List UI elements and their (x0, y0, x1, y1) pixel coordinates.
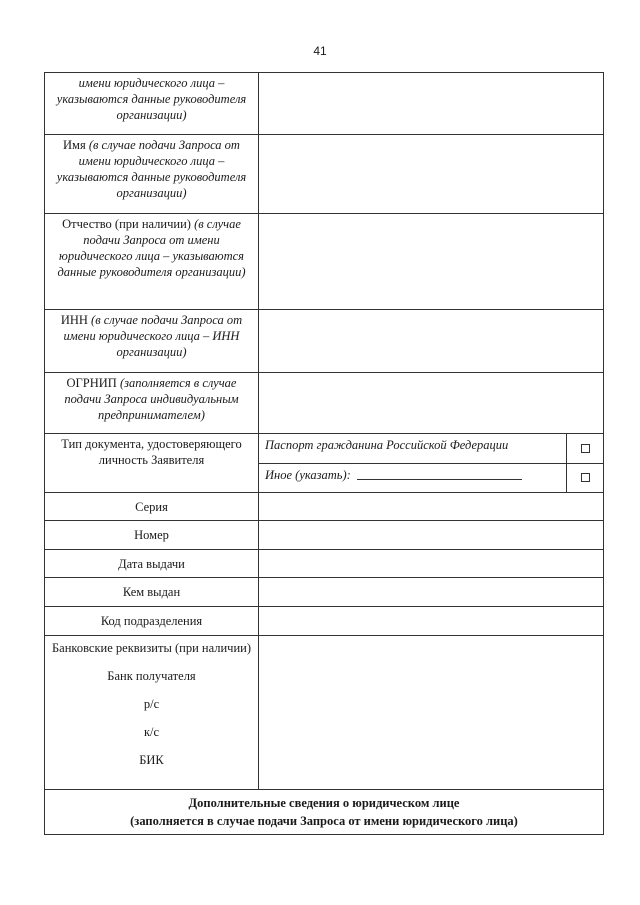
option-other-check-cell[interactable] (567, 464, 603, 493)
issue-date-value-field[interactable] (259, 550, 603, 577)
inn-label (45, 310, 259, 372)
row-series (44, 493, 604, 521)
row-surname-continued (44, 72, 604, 135)
option-passport-label: Паспорт гражданина Российской Федерации (259, 434, 567, 463)
option-passport-check-cell[interactable] (567, 434, 603, 463)
page-number: 41 (313, 44, 327, 58)
name-value-field[interactable] (259, 135, 603, 213)
surname-note-label: имени юридического лица – указываются данные руководителя организации) (45, 73, 259, 134)
division-code-label: Код подразделения (45, 607, 259, 635)
option-other-label: Иное (указать): (265, 467, 351, 482)
other-document-input-line[interactable] (357, 479, 522, 480)
patronymic-label-note: (в случае подачи Запроса от имени юридического лица – указываются данные руководителя организации) (57, 217, 246, 279)
series-value-field[interactable] (259, 493, 603, 520)
name-label (45, 135, 259, 213)
recipient-bank-label: Банк получателя (107, 669, 196, 683)
rs-label: р/с (143, 697, 160, 711)
ogrnip-value-field[interactable] (259, 373, 603, 433)
inn-value-field[interactable] (259, 310, 603, 372)
series-label: Серия (45, 493, 259, 520)
inn-label-note: (в случае подачи Запроса от имени юридического лица – ИНН организации) (63, 313, 243, 359)
section-header-legal-entity (44, 790, 604, 835)
patronymic-value-field[interactable] (259, 214, 603, 309)
row-name (44, 135, 604, 214)
passport-checkbox[interactable] (581, 444, 590, 453)
ks-label: к/с (143, 725, 160, 739)
ogrnip-label (45, 373, 259, 433)
section-title: Дополнительные сведения о юридическом лице (188, 796, 460, 810)
name-label-note: (в случае подачи Запроса от имени юридического лица – указываются данные руководителя организации) (56, 138, 247, 200)
bank-details-label (45, 636, 259, 789)
row-ogrnip (44, 373, 604, 434)
row-number (44, 521, 604, 550)
bank-details-value-field[interactable] (259, 636, 603, 789)
option-passport-row (259, 434, 603, 463)
ogrnip-label-text: ОГРНИП (66, 376, 117, 390)
number-label: Номер (45, 521, 259, 549)
bank-details-title: Банковские реквизиты (при наличии) (51, 641, 251, 655)
issued-by-label: Кем выдан (45, 578, 259, 606)
document-type-options (259, 434, 603, 492)
issued-by-value-field[interactable] (259, 578, 603, 606)
division-code-value-field[interactable] (259, 607, 603, 635)
patronymic-label (45, 214, 259, 309)
application-form-table (44, 72, 604, 835)
row-document-type (44, 434, 604, 493)
row-division-code (44, 607, 604, 636)
name-label-text: Имя (63, 138, 86, 152)
document-type-label: Тип документа, удостоверяющего личность Заявителя (45, 434, 259, 492)
ogrnip-label-note: (заполняется в случае подачи Запроса индивидуальным предпринимателем) (64, 376, 239, 422)
section-subtitle: (заполняется в случае подачи Запроса от имени юридического лица) (130, 814, 518, 828)
row-issued-by (44, 578, 604, 607)
option-other-cell (259, 464, 567, 493)
issue-date-label: Дата выдачи (45, 550, 259, 577)
patronymic-label-text: Отчество (при наличии) (62, 217, 191, 231)
row-issue-date (44, 550, 604, 578)
option-other-row (259, 463, 603, 493)
inn-label-text: ИНН (60, 313, 88, 327)
row-inn (44, 310, 604, 373)
row-patronymic (44, 214, 604, 310)
other-checkbox[interactable] (581, 473, 590, 482)
bik-label: БИК (139, 753, 164, 767)
surname-value-field[interactable] (259, 73, 603, 134)
number-value-field[interactable] (259, 521, 603, 549)
row-bank-details (44, 636, 604, 790)
